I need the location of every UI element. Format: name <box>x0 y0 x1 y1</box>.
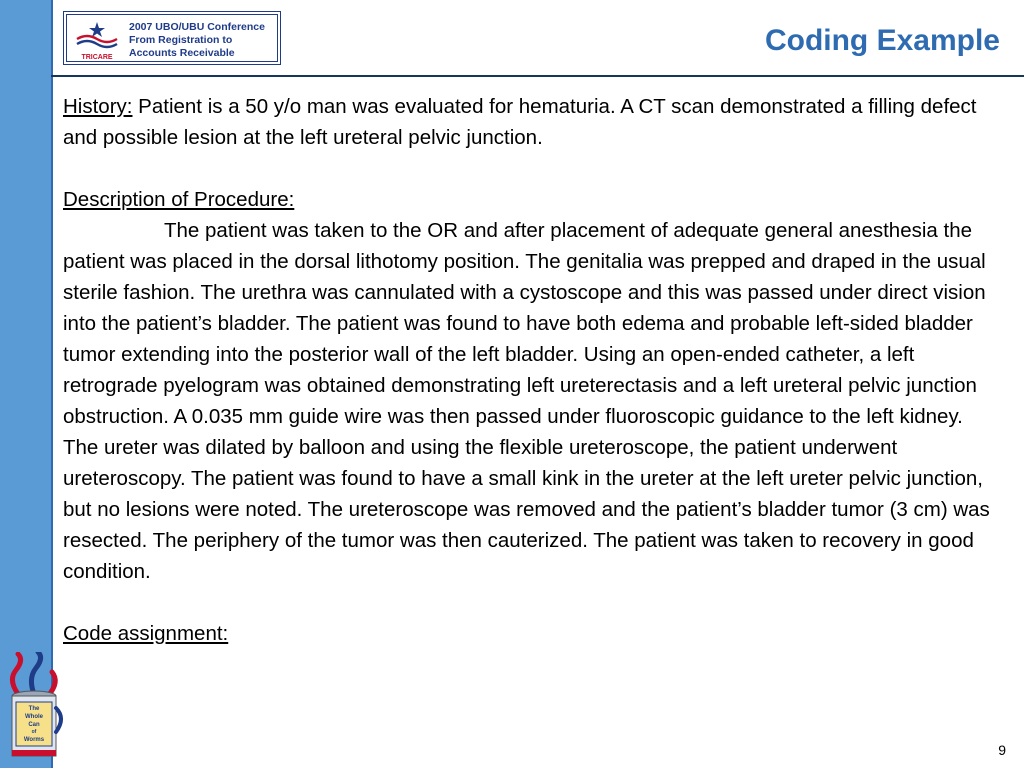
mascot-label-5: Worms <box>23 737 45 743</box>
slide-body <box>63 91 998 649</box>
logo-line-1: 2007 UBO/UBU Conference <box>129 21 265 33</box>
procedure-text: The patient was taken to the OR and after placement of adequate general anesthesia the patient was placed in the dorsal lithotomy position. The genitalia was prepped and draped in the usual sterile fashion. The urethra was cannulated with a cystoscope and this was passed under direct vision into the patient’s bladder. The patient was found to have both edema and probable left-sided bladder tumor extending into the posterior wall of the left bladder. Using an open-ended catheter, a left retrograde pyelogram was obtained demonstrating left ureterectasis and a left ureteral pelvic junction obstruction. A 0.035 mm guide wire was then passed under fluoroscopic guidance to the left kidney. The ureter was dilated by balloon and using the flexible ureteroscope, the patient underwent ureteroscopy. The patient was found to have a small kink in the ureter at the left ureter pelvic junction, but no lesions were noted. The ureteroscope was removed and the patient’s bladder tumor (3 cm) was resected. The periphery of the tumor was then cauterized. The patient was taken to recovery in good condition. <box>63 219 990 583</box>
history-text: Patient is a 50 y/o man was evaluated for hematuria. A CT scan demonstrated a filling defect and possible lesion at the left ureteral pelvic junction. <box>63 95 977 149</box>
mascot-label-2: Whole <box>25 714 43 720</box>
logo-line-3: Accounts Receivable <box>129 47 235 59</box>
procedure-paragraph <box>63 215 998 587</box>
slide-title: Coding Example <box>764 24 1000 57</box>
header-rule <box>51 75 1024 77</box>
tricare-logo-icon <box>73 19 121 61</box>
procedure-heading <box>63 184 998 215</box>
can-of-worms-icon <box>4 652 66 762</box>
spacer <box>63 587 998 618</box>
page-number: 9 <box>998 742 1006 758</box>
conference-logo <box>63 11 281 65</box>
logo-brand-text: TRICARE <box>81 54 113 61</box>
logo-text <box>129 21 279 60</box>
mascot-label-4: of <box>31 729 37 735</box>
history-label: History: <box>63 95 133 118</box>
procedure-label: Description of Procedure: <box>63 188 295 211</box>
mascot-label-1: The <box>28 706 40 712</box>
code-assignment-heading <box>63 618 998 649</box>
logo-line-2: From Registration to <box>129 34 233 46</box>
logo-frame <box>66 14 278 62</box>
spacer <box>63 153 998 184</box>
history-paragraph <box>63 91 998 153</box>
code-assignment-label: Code assignment: <box>63 622 229 645</box>
mascot-label-3: Can <box>28 722 40 728</box>
